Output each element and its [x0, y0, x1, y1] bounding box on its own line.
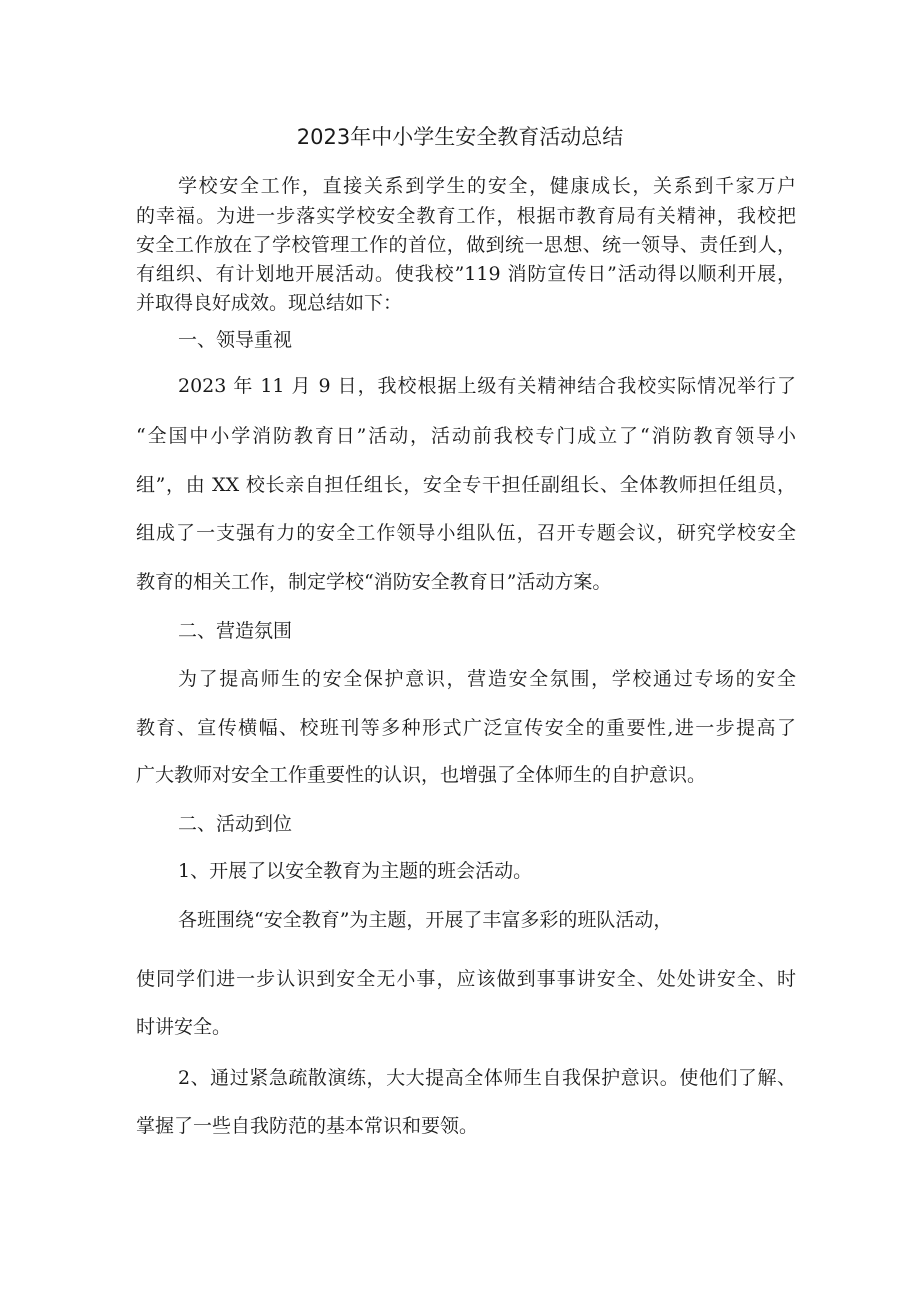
paragraph-line: 组”，由 XX 校长亲自担任组长，安全专干担任副组长、全体教师担任组员， [136, 474, 796, 496]
paragraph-line: 2023 年 11 月 9 日，我校根据上级有关精神结合我校实际情况举行了 [178, 375, 796, 397]
intro-line: 并取得良好成效。现总结如下： [136, 292, 403, 314]
paragraph-line: “全国中小学消防教育日”活动，活动前我校专门成立了“消防教育领导小 [136, 425, 796, 447]
intro-line: 有组织、有计划地开展活动。使我校”119 消防宣传日”活动得以顺利开展， [136, 263, 796, 285]
paragraph-line: 掌握了一些自我防范的基本常识和要领。 [136, 1115, 479, 1137]
paragraph-line: 组成了一支强有力的安全工作领导小组队伍，召开专题会议，研究学校安全 [136, 522, 796, 544]
paragraph-line: 教育、宣传横幅、校班刊等多种形式广泛宣传安全的重要性,进一步提高了 [136, 717, 796, 739]
section-heading: 一、领导重视 [178, 329, 293, 351]
document-title: 2023年中小学生安全教育活动总结 [296, 125, 624, 149]
paragraph-line: 各班围绕“安全教育”为主题，开展了丰富多彩的班队活动， [178, 909, 673, 931]
paragraph-line: 使同学们进一步认识到安全无小事，应该做到事事讲安全、处处讲安全、时 [136, 968, 796, 990]
list-item: 2、通过紧急疏散演练，大大提高全体师生自我保护意识。使他们了解、 [178, 1067, 796, 1089]
paragraph-line: 教育的相关工作，制定学校“消防安全教育日”活动方案。 [136, 571, 612, 593]
intro-line: 的幸福。为进一步落实学校安全教育工作，根据市教育局有关精神，我校把 [136, 205, 796, 227]
section-heading: 二、营造氛围 [178, 620, 293, 642]
paragraph-line: 时讲安全。 [136, 1016, 232, 1038]
intro-line: 学校安全工作，直接关系到学生的安全，健康成长，关系到千家万户 [178, 175, 796, 197]
intro-line: 安全工作放在了学校管理工作的首位，做到统一思想、统一领导、责任到人， [136, 234, 796, 256]
paragraph-line: 为了提高师生的安全保护意识，营造安全氛围，学校通过专场的安全 [178, 668, 796, 690]
list-item: 1、开展了以安全教育为主题的班会活动。 [178, 860, 533, 882]
paragraph-line: 广大教师对安全工作重要性的认识，也增强了全体师生的自护意识。 [136, 764, 707, 786]
section-heading: 二、活动到位 [178, 813, 293, 835]
